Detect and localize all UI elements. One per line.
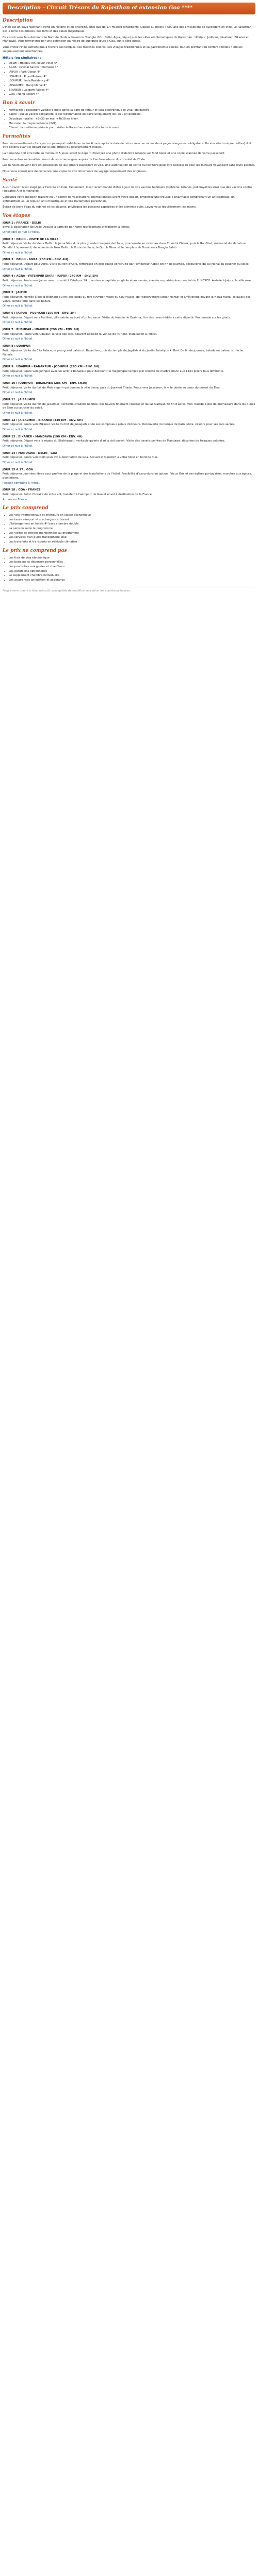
day-block [3, 291, 255, 309]
day-accommodation: Dîner et nuit à l'hôtel. [3, 321, 33, 325]
day-text: Petit déjeuner. Visite du fort de Mehrangarh qui domine la ville bleue, puis du Jaswant Thada. Route vers Jaisalmer, la ville dorée au cœur du désert du Thar. [3, 386, 221, 389]
day-block [3, 365, 255, 379]
list-item: • Le supplément chambre individuelle [9, 574, 255, 578]
day-title: JOUR 5 : JAIPUR [3, 291, 27, 295]
list-item: • GOA : Nanu Resort 4* [9, 93, 255, 97]
day-block [3, 345, 255, 362]
day-title: JOUR 10 : JODHPUR - JAISALMER (285 KM - ENV. 5H30) [3, 381, 88, 385]
bon-savoir-section [3, 100, 255, 130]
list-item: • Les boissons et dépenses personnelles [9, 561, 255, 565]
day-text: Petit déjeuner. Route vers Jodhpur avec un arrêt à Ranakpur pour découvrir le magnifique temple jaïn sculpté de marbre blanc aux 1444 piliers tous différents. [3, 369, 224, 373]
paragraph: Évitez de boire l'eau du robinet et les glaçons, privilégiez les boissons capsulées et les aliments cuits. Lavez-vous régulièrement les mains. [3, 206, 197, 209]
day-title: JOUR 6 : JAIPUR - PUSHKAR (150 KM - ENV. 3H) [3, 312, 76, 315]
list-item: • L'hébergement en hôtels 4* base chambre double [9, 522, 255, 527]
day-title: JOUR 18 : GOA - FRANCE [3, 488, 41, 492]
section-title: Le prix ne comprend pas [3, 548, 67, 553]
list-item: • Formalités : passeport valable 6 mois après la date de retour et visa électronique (e-Visa) obligatoire. [9, 109, 255, 113]
day-text: Petit déjeuner. Départ vers la région du Shekhawati, véritable galerie d'art à ciel ouvert. Visite des havelis peintes de Mandawa, décorées de fresques colorées. [3, 439, 225, 443]
list-item: • Monnaie : la roupie indienne (INR). [9, 122, 255, 126]
list-item: • Les assurances annulation et assistance [9, 579, 255, 583]
list-item: • JODHPUR : Inde Residency 4* [9, 79, 255, 83]
paragraph: La demande doit être faite au minimum 5 jours avant le départ. Prévoyez une photo d'identité récente sur fond blanc et une copie scannée de votre passeport. [3, 152, 225, 156]
list-item: • JAISALMER : Rang Mahal 4* [9, 84, 255, 88]
day-title: JOUR 9 : UDAIPUR - RANAKPUR - JODHPUR (260 KM - ENV. 6H) [3, 365, 100, 368]
list-item: • Les frais de visa électronique [9, 556, 255, 561]
day-text: Petit déjeuner. Route vers Delhi puis vol à destination de Goa. Accueil et transfert à votre hôtel en bord de mer. [3, 456, 158, 460]
section-title: Bon à savoir [3, 100, 35, 106]
day-accommodation: Dîner et nuit à l'hôtel. [3, 411, 33, 415]
day-text: Petit déjeuner. Visite du City Palace, le plus grand palais du Rajasthan, puis du temple de Jagdish et du jardin Saheliyon ki Bari. En fin de journée, balade en bateau sur le lac Pichola. [3, 349, 244, 357]
included-list [3, 514, 255, 545]
list-item: • Santé : aucun vaccin obligatoire. Il est recommandé de boire uniquement de l'eau en bouteille. [9, 113, 255, 117]
paragraph: Consultez votre médecin traitant ou un centre de vaccinations internationales avant votre départ. Emportez une trousse à pharmacie comprenant un antiseptique, un antidiarrhéique, un répulsif anti-moustiques et vos traitements personnels. [3, 195, 235, 203]
day-block [3, 238, 255, 256]
day-text: Petit déjeuner. Route vers Jaipur avec un arrêt à Fatehpur Sikri, ancienne capitale moghole abandonnée, classée au patrimoine mondial de l'UNESCO. Arrivée à Jaipur, la ville rose. [3, 279, 252, 283]
list-item: • Les visites et entrées mentionnées au programme [9, 532, 255, 536]
excluded-list [3, 556, 255, 583]
day-accommodation: Dîner et nuit à l'hôtel. [3, 358, 33, 362]
day-title: JOUR 12 : JAISALMER - BIKANER (330 KM - ENV. 6H) [3, 418, 83, 422]
list-item: • BIKANER : Lallgarh Palace 4* [9, 89, 255, 93]
day-block [3, 398, 255, 416]
day-title: JOUR 13 : BIKANER - MANDAWA (190 KM - ENV. 4H) [3, 435, 83, 438]
paragraph: Vous vivrez l'Inde authentique à travers ses temples, ses marchés colorés, ses villages traditionnels et sa gastronomie épicée, tout en profitant du confort d'hôtels 4 étoiles soigneusement sélectionnés. [3, 45, 243, 53]
day-accommodation: Pension complète à l'hôtel. [3, 481, 40, 485]
day-accommodation: Dîner et nuit à l'hôtel. [3, 375, 33, 378]
hotel-list [3, 62, 255, 97]
day-title: JOUR 1 : FRANCE - DELHI [3, 221, 41, 225]
day-text: Petit déjeuner. Route vers Bikaner. Visite du fort de Junagarh et de ses somptueux palais intérieurs. Découverte du temple de Karni Mata, célèbre pour ses rats sacrés. [3, 423, 235, 427]
title-banner [3, 3, 255, 14]
day-block [3, 328, 255, 342]
page-title: Description - Circuit Trésors du Rajasthan et extension Goa **** [7, 5, 193, 11]
list-item: • JAIPUR : Park Ocean 4* [9, 71, 255, 75]
day-text: Petit déjeuner. Visite du Vieux Delhi : la Jama Masjid, la plus grande mosquée de l'Inde, promenade en rickshaw dans Chandni Chowk, puis le Raj Ghat, mémorial du Mahatma Gandhi. L'après-midi, découverte de New Delhi : la Porte de l'Inde, le Qutub Minar et le temple sikh Gurudwara Bangla Sahib. [3, 242, 246, 250]
list-item: • Décalage horaire : +3h30 en été, +4h30 en hiver. [9, 117, 255, 122]
day-text: Petit déjeuner. Départ pour Agra. Visite du fort d'Agra, forteresse en grès rouge construite par l'empereur Akbar. En fin de journée, découverte du Taj Mahal au coucher du soleil. [3, 263, 250, 266]
day-block [3, 468, 255, 486]
day-accommodation: Dîner et nuit à l'hôtel. [3, 251, 33, 255]
paragraph: Les mineurs doivent être en possession de leur propre passeport et visa. Une autorisation de sortie du territoire peut être nécessaire pour les mineurs voyageant sans leurs parents. [3, 164, 255, 167]
day-accommodation: Dîner et nuit à l'hôtel. [3, 391, 33, 395]
itinerary-section [3, 213, 255, 502]
day-accommodation: Dîner et nuit à l'hôtel. [3, 337, 33, 341]
list-item: • Les services d'un guide francophone local [9, 536, 255, 540]
day-accommodation: Dîner et nuit à l'hôtel. [3, 304, 33, 308]
day-block [3, 488, 255, 502]
day-block [3, 222, 255, 235]
day-title: JOUR 3 : DELHI - AGRA (200 KM - ENV. 4H) [3, 258, 68, 262]
day-title: JOUR 7 : PUSHKAR - UDAIPUR (290 KM - ENV. 6H) [3, 328, 79, 332]
list-item: • Climat : la meilleure période pour visiter le Rajasthan s'étend d'octobre à mars. [9, 126, 255, 130]
day-block [3, 382, 255, 395]
day-block [3, 312, 255, 325]
day-accommodation: Dîner et nuit à l'hôtel. [3, 444, 33, 448]
info-list [3, 109, 255, 130]
day-accommodation: Dîner et nuit à l'hôtel. [3, 284, 33, 287]
sante-section [3, 177, 255, 210]
list-item: • La pension selon le programme [9, 527, 255, 531]
page [3, 0, 255, 598]
day-title: JOUR 2 : DELHI - VISITE DE LA VILLE [3, 238, 59, 241]
day-accommodation: Dîner et nuit à l'hôtel. [3, 461, 33, 464]
day-text: Petit déjeuner. Montée à dos d'éléphant ou en jeep jusqu'au fort d'Amber. Visite du City Palace, de l'observatoire Jantar Mantar et arrêt photo devant le Hawa Mahal, le palais des vents. Temps libre dans les bazars. [3, 296, 251, 303]
day-title: JOUR 11 : JAISALMER [3, 398, 36, 401]
day-accommodation: Dîner et nuit à l'hôtel. [3, 267, 33, 271]
day-block [3, 435, 255, 449]
paragraph: Pour les autres nationalités, merci de vous renseigner auprès de l'ambassade ou du consulat de l'Inde. [3, 158, 146, 161]
day-text: Petit déjeuner. Départ vers Pushkar, ville sainte au bord d'un lac sacré. Visite du temple de Brahma, l'un des rares dédiés à cette divinité. Promenade sur les ghats. [3, 316, 231, 319]
hotels-subtitle: Hôtels (ou similaires) : [3, 57, 41, 60]
day-text: Envol à destination de Delhi. Accueil à l'arrivée par notre représentant et transfert à l'hôtel. [3, 226, 131, 229]
day-text: Petit déjeuner. Route vers Udaipur, la ville des lacs, souvent appelée la Venise de l'Orient. Installation à l'hôtel. [3, 332, 157, 336]
day-title: JOUR 14 : MANDAWA - DELHI - GOA [3, 451, 57, 455]
day-text: Petit déjeuner. Selon l'horaire de votre vol, transfert à l'aéroport de Goa et envol à destination de la France. [3, 493, 153, 496]
paragraph: Pour les ressortissants français, un passeport valable au moins 6 mois après la date de retour avec au moins deux pages vierges est obligatoire. Un visa électronique (e-Visa) doit être obtenu avant le départ sur le site officiel du gouvernement indien. [3, 142, 251, 149]
list-item: • DELHI : Holiday Inn Mayur Vihar 4* [9, 62, 255, 66]
day-title: JOUR 15 À 17 : GOA [3, 468, 33, 471]
day-text: Petit déjeuner. Visite du fort de Jaisalmer, véritable citadelle habitée, des havelis finement ciselées et du lac Gadisar. En fin d'après-midi, balade à dos de dromadaire dans les dunes de Sam au coucher du soleil. [3, 402, 255, 410]
day-block [3, 419, 255, 432]
day-block [3, 452, 255, 465]
paragraph: Aucun vaccin n'est exigé pour l'entrée en Inde. Cependant, il est recommandé d'être à jour de vos vaccins habituels (diphtérie, tétanos, poliomyélite) ainsi que des vaccins contre l'hépatite A et la typhoïde. [3, 185, 252, 193]
list-item: • Les excursions optionnelles [9, 570, 255, 574]
paragraph: Nous vous conseillons de conserver une copie de vos documents de voyage séparément des originaux. [3, 170, 147, 174]
list-item: • Les vols internationaux et intérieurs en classe économique [9, 514, 255, 518]
day-block [3, 275, 255, 288]
day-title: JOUR 8 : UDAIPUR [3, 345, 31, 348]
section-title: Le prix comprend [3, 505, 49, 511]
day-accommodation: Dîner et nuit à l'hôtel. [3, 428, 33, 431]
list-item: • Les taxes aéroport et surcharges carburant [9, 518, 255, 522]
inclus-section [3, 505, 255, 544]
section-title: Formalités [3, 134, 30, 140]
day-accommodation: Dîner libre et nuit à l'hôtel. [3, 231, 40, 234]
day-text: Petit déjeuner. Journées libres pour profiter de la plage et des installations de l'hôtel. Possibilité d'excursions en option : Vieux Goa et ses églises portugaises, marchés aux épices, plantations. [3, 472, 252, 480]
paragraph: Ce circuit vous fera découvrir le Nord de l'Inde à travers le Triangle d'Or (Delhi, Agra, Jaipur) puis les villes emblématiques du Rajasthan : Udaipur, Jodhpur, Jaisalmer, Bikaner et Mandawa. Vous terminerez par une extension balnéaire de quelques jours à Goa, sur la côte ouest. [3, 36, 249, 43]
section-title: Description [3, 18, 33, 23]
list-item: • UDAIPUR : Royal Retreat 4* [9, 75, 255, 79]
footer-note: Programme donné à titre indicatif, susceptible de modifications selon les conditions locales. [3, 587, 255, 594]
formalites-section [3, 133, 255, 174]
paragraph: L'Inde est un pays fascinant, riche en histoire et en diversité, ainsi que de 1,4 milliard d'habitants. Depuis au moins 4 500 ans des civilisations se succèdent en Inde. Le Rajasthan est la terre des princes, des forts et des palais majestueux. [3, 26, 252, 33]
day-block [3, 258, 255, 272]
list-item: • AGRA : Crystal Sarovar Premiere 4* [9, 66, 255, 70]
description-section [3, 18, 255, 97]
section-title: Santé [3, 177, 18, 183]
non-inclus-section [3, 548, 255, 583]
day-title: JOUR 4 : AGRA - FATEHPUR SIKRI - JAIPUR (240 KM - ENV. 5H) [3, 275, 98, 278]
list-item: • Les pourboires aux guides et chauffeurs [9, 565, 255, 569]
day-accommodation: Arrivée en France. [3, 498, 28, 501]
list-item: • Les transferts et transports en véhicule climatisé [9, 540, 255, 545]
section-title: Vos étapes [3, 213, 30, 218]
